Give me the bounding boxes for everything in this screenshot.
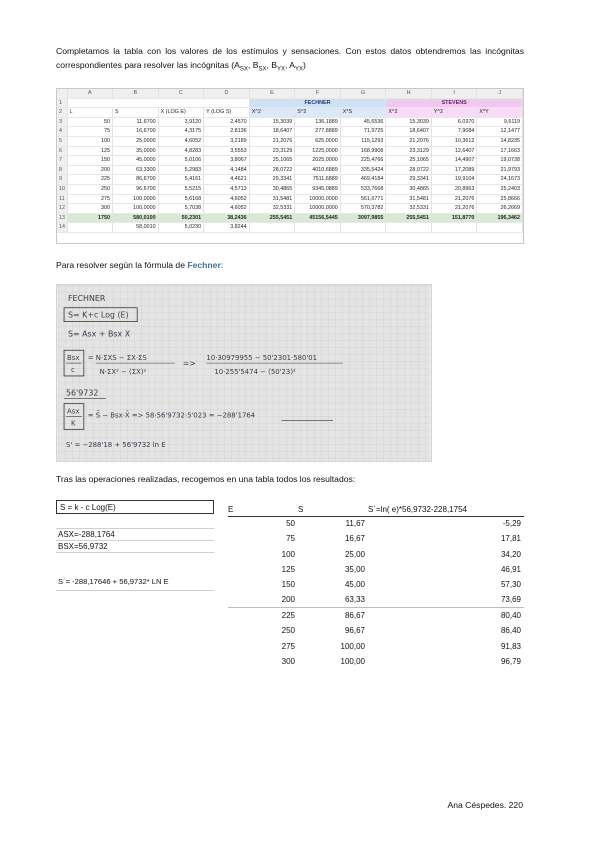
sheet-row xyxy=(57,194,523,204)
results-header-row xyxy=(228,503,524,516)
results-row xyxy=(228,592,524,607)
sheet-cell: 580,0100 xyxy=(113,213,159,223)
asx-value: ASX=-288,1764 xyxy=(56,529,214,541)
row-number: 9 xyxy=(57,175,67,185)
sheet-cell: 19,9104 xyxy=(431,175,477,185)
results-e: 100 xyxy=(281,549,295,559)
results-e: 150 xyxy=(281,580,295,590)
header-cell: Y (LOG S) xyxy=(204,108,250,118)
sheet-cell: 100 xyxy=(67,136,113,146)
results-sprime: -5,29 xyxy=(502,519,521,529)
results-e: 275 xyxy=(281,641,295,651)
sub-yx: YX xyxy=(295,66,304,73)
column-letter: H xyxy=(386,89,432,98)
sheet-cell: 469,4184 xyxy=(340,175,386,185)
final-equation: S´= -288,17646 + 56,9732* LN E xyxy=(56,553,214,591)
sheet-row xyxy=(57,204,523,214)
header-cell: X^2 xyxy=(386,108,432,118)
nb-line2: S= Asx + Bsx X xyxy=(68,329,131,339)
results-e: 125 xyxy=(281,565,295,575)
header-cell: Y^2 xyxy=(431,108,477,118)
nb-k: K xyxy=(70,419,76,428)
sheet-cell: 14,8235 xyxy=(477,136,523,146)
sheet-cell: 86,6700 xyxy=(113,175,159,185)
sheet-cell: 2,4570 xyxy=(204,117,250,127)
band-stevens: STEVENS xyxy=(386,98,523,108)
row-number: 1 xyxy=(57,98,67,108)
sheet-cell: 35,0000 xyxy=(113,146,159,156)
sheet-cell: 570,3782 xyxy=(340,204,386,214)
sheet-cell: 4010,6889 xyxy=(295,165,341,175)
sheet-cell: 5,4161 xyxy=(158,175,204,185)
results-s: 45,00 xyxy=(344,580,365,590)
sheet-cell: 5,0106 xyxy=(158,156,204,166)
sheet-cell: 28,0722 xyxy=(249,165,295,175)
header-cell: X (LOG E) xyxy=(158,108,204,118)
sheet-cell: 2025,0000 xyxy=(295,156,341,166)
sheet-cell: 1750 xyxy=(67,213,113,223)
sheet-cell: 3,8244 xyxy=(204,223,250,233)
header-cell: L xyxy=(67,108,113,118)
sheet-cell: 58,0010 xyxy=(113,223,159,233)
sheet-cell: 18,6407 xyxy=(249,127,295,137)
nb-c: c xyxy=(70,366,75,375)
sheet-row xyxy=(57,175,523,185)
sheet-cell: 29,3341 xyxy=(386,175,432,185)
sheet-cell xyxy=(386,223,432,233)
sheet-cell: 21,2076 xyxy=(431,204,477,214)
results-s: 96,67 xyxy=(344,626,365,636)
sheet-row xyxy=(57,136,523,146)
nb-calc-den: 10·255'5474 − (50'23)² xyxy=(214,367,296,376)
sheet-cell: 3,5553 xyxy=(204,146,250,156)
results-e: 200 xyxy=(281,595,295,605)
sheet-cell: 96,6700 xyxy=(113,184,159,194)
row-number: 6 xyxy=(57,146,67,156)
sheet-cell: 7,9084 xyxy=(431,127,477,137)
intro-paragraph xyxy=(56,44,524,77)
sheet-cell: 3,2189 xyxy=(204,136,250,146)
row-number: 7 xyxy=(57,156,67,166)
sheet-cell: 20,8963 xyxy=(431,184,477,194)
sheet-row xyxy=(57,165,523,175)
intro-sep: ) xyxy=(303,60,306,70)
sheet-cell: 25,1065 xyxy=(386,156,432,166)
sheet-cell: 6,0370 xyxy=(431,117,477,127)
nb-calc-num: 10·30979955 − 50'2301·580'01 xyxy=(206,354,318,363)
column-letters-row xyxy=(57,89,523,98)
notebook-drawing xyxy=(57,285,431,461)
row-number: 12 xyxy=(57,204,67,214)
sheet-cell: 17,2089 xyxy=(431,165,477,175)
column-letter: F xyxy=(295,89,341,98)
column-letter: D xyxy=(204,89,250,98)
sheet-cell: 12,1477 xyxy=(477,127,523,137)
sheet-cell: 5,6168 xyxy=(158,194,204,204)
results-sprime: 73,69 xyxy=(500,595,521,605)
header-cell: X^2 xyxy=(249,108,295,118)
sheet-cell: 63,3300 xyxy=(113,165,159,175)
row-number: 4 xyxy=(57,127,67,137)
column-letter: C xyxy=(158,89,204,98)
results-table xyxy=(228,503,524,669)
band-fechner: FECHNER xyxy=(249,98,386,108)
sheet-cell: 10,3612 xyxy=(431,136,477,146)
row-number: 10 xyxy=(57,184,67,194)
sheet-cell: 275 xyxy=(67,194,113,204)
sheet-cell: 24,1673 xyxy=(477,175,523,185)
handwritten-notebook-photo xyxy=(56,284,432,462)
sheet-cell: 200 xyxy=(67,165,113,175)
sheet-row xyxy=(57,184,523,194)
sheet-cell: 100,0000 xyxy=(113,194,159,204)
sheet-cell: 10000,0000 xyxy=(295,194,341,204)
sheet-cell: 45,6536 xyxy=(340,117,386,127)
results-s: 35,00 xyxy=(344,565,365,575)
column-letter: E xyxy=(249,89,295,98)
results-sprime: 17,81 xyxy=(500,534,521,544)
results-row xyxy=(228,547,524,562)
results-s: 100,00 xyxy=(340,656,365,666)
sheet-cell: 50 xyxy=(67,117,113,127)
nb-bsx: Bsx xyxy=(67,354,80,363)
sheet-row xyxy=(57,117,523,127)
sheet-cell: 1225,0000 xyxy=(295,146,341,156)
sheet-cell: 4,6052 xyxy=(204,194,250,204)
sheet-cell: 31,5481 xyxy=(249,194,295,204)
sub-sx: SX xyxy=(258,66,267,73)
sheet-cell: 125 xyxy=(67,146,113,156)
sheet-cell: 151,8770 xyxy=(431,213,477,223)
column-letter: I xyxy=(431,89,477,98)
results-s: 63,33 xyxy=(344,595,365,605)
header-cell: X*Y xyxy=(477,108,523,118)
nb-result-b: 56'9732 xyxy=(66,388,99,398)
results-row xyxy=(228,654,524,669)
sheet-cell: 25,0000 xyxy=(113,136,159,146)
sheet-cell: 9,6119 xyxy=(477,117,523,127)
results-row xyxy=(228,608,524,623)
sheet-cell: 2,8136 xyxy=(204,127,250,137)
sheet-cell: 3,9120 xyxy=(158,117,204,127)
column-letter: B xyxy=(113,89,159,98)
column-letter: G xyxy=(340,89,386,98)
sheet-row xyxy=(57,213,523,223)
column-letter: A xyxy=(67,89,113,98)
results-s: 11,67 xyxy=(345,519,365,529)
sheet-cell: 5,2983 xyxy=(158,165,204,175)
sheet-cell: 23,3129 xyxy=(249,146,295,156)
sheet-cell: 18,6407 xyxy=(386,127,432,137)
fechner-label-name: Fechner xyxy=(187,260,221,270)
results-e: 50 xyxy=(286,519,295,529)
row-number: 5 xyxy=(57,136,67,146)
sheet-cell: 21,2076 xyxy=(431,194,477,204)
sheet-cell xyxy=(295,223,341,233)
sheet-cell: 12,6407 xyxy=(431,146,477,156)
sheet-cell: 5,7038 xyxy=(158,204,204,214)
sheet-cell: 136,1889 xyxy=(295,117,341,127)
row-number: 14 xyxy=(57,223,67,233)
sheet-cell xyxy=(340,223,386,233)
nb-title: FECHNER xyxy=(68,293,106,303)
sheet-row xyxy=(57,127,523,137)
sheet-cell: 277,8889 xyxy=(295,127,341,137)
results-row xyxy=(228,638,524,653)
header-row xyxy=(57,108,523,118)
results-sprime: 91,83 xyxy=(500,641,521,651)
fechner-section-label xyxy=(56,260,223,270)
results-s: 25,00 xyxy=(344,549,365,559)
sheet-cell: 75 xyxy=(67,127,113,137)
sheet-cell: 21,2076 xyxy=(249,136,295,146)
row-number: 2 xyxy=(57,108,67,118)
results-sprime: 80,40 xyxy=(368,608,524,623)
results-s: 100,00 xyxy=(340,641,365,651)
results-row xyxy=(228,577,524,592)
sheet-cell: 25,1065 xyxy=(249,156,295,166)
corner-cell xyxy=(57,89,67,98)
nb-line1: S= K+c Log (E) xyxy=(68,310,129,320)
nb-arrow: => xyxy=(182,359,196,369)
sheet-cell: 50,2301 xyxy=(158,213,204,223)
sheet-cell: 29,3341 xyxy=(249,175,295,185)
sheet-cell: 4,8283 xyxy=(158,146,204,156)
sheet-cell: 625,0000 xyxy=(295,136,341,146)
sheet-cell: 7511,6889 xyxy=(295,175,341,185)
results-e: 250 xyxy=(281,626,295,636)
sheet-cell: 15,3039 xyxy=(386,117,432,127)
sheet-cell: 5,5215 xyxy=(158,184,204,194)
row-number: 13 xyxy=(57,213,67,223)
nb-formula-num: = N·ΣXS − ΣX·ΣS xyxy=(87,354,147,363)
intro-sep: , A xyxy=(284,60,296,70)
sheet-cell: 225 xyxy=(67,175,113,185)
row-number: 3 xyxy=(57,117,67,127)
fechner-label-prefix: Para resolver según la fórmula de xyxy=(56,260,188,270)
sheet-cell xyxy=(477,223,523,233)
results-grid xyxy=(228,503,524,669)
sheet-cell: 150 xyxy=(67,156,113,166)
sheet-cell: 16,6700 xyxy=(113,127,159,137)
sub-yx: YX xyxy=(276,66,285,73)
results-section-label: Tras las operaciones realizadas, recogemos en una tabla todos los resultados: xyxy=(56,474,356,484)
sheet-cell: 3097,9855 xyxy=(340,213,386,223)
spreadsheet xyxy=(56,88,524,244)
band-blank xyxy=(67,98,249,108)
sheet-cell: 23,3129 xyxy=(386,146,432,156)
sheet-cell: 255,5451 xyxy=(249,213,295,223)
sheet-cell: 255,5451 xyxy=(386,213,432,223)
sheet-cell: 71,9725 xyxy=(340,127,386,137)
sheet-cell: 11,6700 xyxy=(113,117,159,127)
results-row xyxy=(228,562,524,577)
results-sprime: 34,20 xyxy=(500,549,521,559)
results-e: 300 xyxy=(281,656,295,666)
sheet-cell: 4,6052 xyxy=(158,136,204,146)
results-e: 75 xyxy=(286,534,295,544)
header-cell: S^2 xyxy=(295,108,341,118)
formula-gap xyxy=(56,514,214,529)
intro-sep: , B xyxy=(247,60,259,70)
results-header-s: S xyxy=(298,503,368,516)
nb-final: S' = −288'18 + 56'9732 ln E xyxy=(66,441,166,450)
sheet-cell xyxy=(249,223,295,233)
sheet-cell: 4,5713 xyxy=(204,184,250,194)
results-row xyxy=(228,516,524,531)
bsx-value: BSX=56,9732 xyxy=(56,541,214,553)
sheet-cell: 225,4766 xyxy=(340,156,386,166)
sheet-row xyxy=(57,223,523,233)
band-row xyxy=(57,98,523,108)
formula-box xyxy=(56,500,214,591)
nb-formula-den: N·ΣX² − (ΣX)² xyxy=(99,367,147,376)
sheet-cell: 168,9908 xyxy=(340,146,386,156)
results-sprime: 96,79 xyxy=(500,656,521,666)
sheet-cell: 250 xyxy=(67,184,113,194)
row-number: 11 xyxy=(57,194,67,204)
row-number: 8 xyxy=(57,165,67,175)
sheet-cell: 196,3462 xyxy=(477,213,523,223)
sheet-cell: 335,5424 xyxy=(340,165,386,175)
sheet-cell xyxy=(67,223,113,233)
results-header-e: E xyxy=(228,503,298,516)
sheet-cell: 26,2669 xyxy=(477,204,523,214)
sheet-cell: 45156,5445 xyxy=(295,213,341,223)
spreadsheet-table xyxy=(57,89,523,233)
sheet-cell: 115,1293 xyxy=(340,136,386,146)
nb-asx-calc: = S̄ − Bsx·X̄ => 58·56'9732·5'023 = −288'1764 xyxy=(87,411,256,420)
sheet-cell: 25,2403 xyxy=(477,184,523,194)
sheet-cell: 4,4621 xyxy=(204,175,250,185)
sheet-cell: 31,5481 xyxy=(386,194,432,204)
results-row xyxy=(228,623,524,638)
sheet-cell: 30,4865 xyxy=(249,184,295,194)
sheet-cell: 17,1663 xyxy=(477,146,523,156)
sheet-cell: 32,5331 xyxy=(249,204,295,214)
sheet-cell: 21,9793 xyxy=(477,165,523,175)
sheet-cell: 45,0000 xyxy=(113,156,159,166)
sheet-cell: 32,5331 xyxy=(386,204,432,214)
results-header-sprime: S´=ln( e)*56,9732-228,1754 xyxy=(368,503,524,516)
sheet-cell: 3,8067 xyxy=(204,156,250,166)
sub-sx: SX xyxy=(239,66,248,73)
intro-text: Completamos la tabla con los valores de los estímulos y sensaciones. Con estos datos obtendremos las incógnitas correspondientes para resolver las incógnitas (A xyxy=(56,46,524,70)
sheet-cell: 9345,0889 xyxy=(295,184,341,194)
sheet-cell: 4,6052 xyxy=(204,204,250,214)
sheet-cell: 4,1484 xyxy=(204,165,250,175)
sheet-cell: 28,0722 xyxy=(386,165,432,175)
column-letter: J xyxy=(477,89,523,98)
results-sprime: 57,30 xyxy=(500,580,521,590)
sheet-cell: 21,2076 xyxy=(386,136,432,146)
results-s: 86,67 xyxy=(298,608,368,623)
page-footer: Ana Céspedes. 220 xyxy=(447,800,523,810)
sheet-cell xyxy=(431,223,477,233)
sheet-cell: 14,4907 xyxy=(431,156,477,166)
sheet-cell: 30,4865 xyxy=(386,184,432,194)
results-sprime: 86,40 xyxy=(500,626,521,636)
sheet-cell: 561,6771 xyxy=(340,194,386,204)
sheet-row xyxy=(57,156,523,166)
header-cell: X*S xyxy=(340,108,386,118)
results-row xyxy=(228,531,524,546)
sheet-cell: 25,8666 xyxy=(477,194,523,204)
results-s: 16,67 xyxy=(344,534,365,544)
intro-sep: , B xyxy=(266,60,277,70)
results-sprime: 46,91 xyxy=(500,565,521,575)
fechner-label-suffix: : xyxy=(220,260,224,270)
sheet-cell: 19,0738 xyxy=(477,156,523,166)
header-cell: S xyxy=(113,108,159,118)
nb-asx: Asx xyxy=(67,407,80,416)
sheet-cell: 38,2436 xyxy=(204,213,250,223)
sheet-cell: 4,3175 xyxy=(158,127,204,137)
sheet-cell: 533,7668 xyxy=(340,184,386,194)
sheet-cell: 300 xyxy=(67,204,113,214)
sheet-row xyxy=(57,146,523,156)
sheet-cell: 15,3039 xyxy=(249,117,295,127)
sheet-cell: 5,0230 xyxy=(158,223,204,233)
formula-head: S = k - c Log(E) xyxy=(56,500,214,514)
results-e: 225 xyxy=(228,608,298,623)
sheet-cell: 100,0000 xyxy=(113,204,159,214)
sheet-cell: 10000,0000 xyxy=(295,204,341,214)
